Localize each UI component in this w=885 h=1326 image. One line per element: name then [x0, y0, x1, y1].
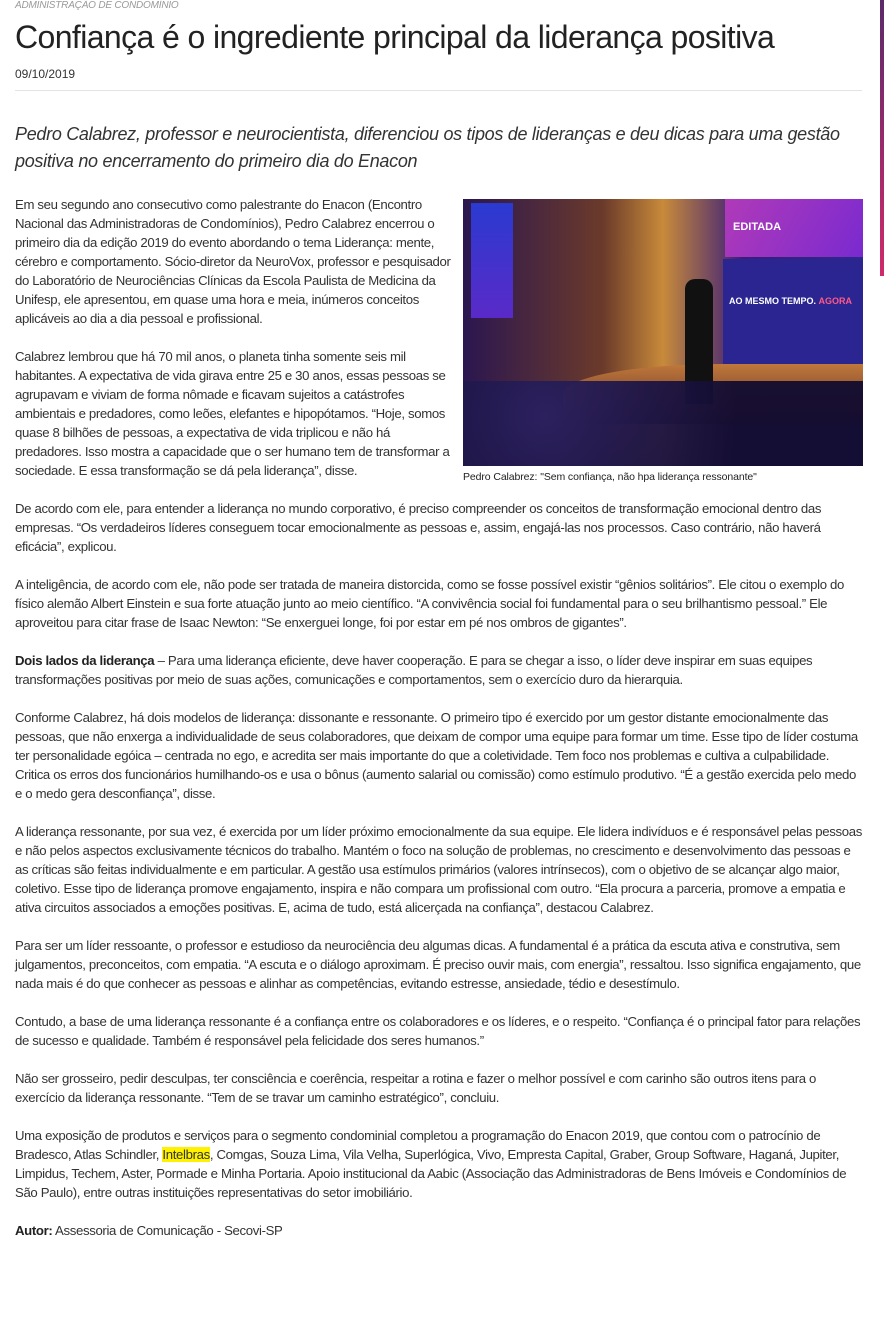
sponsors-text: Uma exposição de produtos e serviços para o segmento condominial completou a programação do Enacon 2019, que contou com o patrocínio de Bradesco, Atlas Schindler, [15, 1128, 821, 1162]
paragraph: Para ser um líder ressoante, o professor e estudioso da neurociência deu algumas dicas. A fundamental é a prática da escuta ativa e construtiva, sem julgamentos, preconceitos, com empatia. “A escuta e o diálogo aproximam. É preciso ouvir mais, com energia”, ressaltou. Isso significa engajamento, que nada mais é do que conhecer as pessoas e alinhar as competências, evitando estresse, ansiedade, tédio e desestímulo. [15, 938, 861, 991]
photo-banner-text-1: AO MESMO TEMPO. [729, 296, 817, 306]
author-name: Assessoria de Comunicação - Secovi-SP [52, 1223, 283, 1238]
paragraph: De acordo com ele, para entender a liderança no mundo corporativo, é preciso compreender os conceitos de transformação emocional dentro das empresas. “Os verdadeiros líderes conseguem tocar emocionalmente as pessoas e, assim, engajá-las nos processos. Caso contrário, não haverá eficácia”, explicou. [15, 501, 822, 554]
paragraph: Conforme Calabrez, há dois modelos de liderança: dissonante e ressonante. O primeiro tipo é exercido por um gestor distante emocionalmente das pessoas, que não enxerga a individualidade de seus colaboradores, que deixam de compor uma equipe para formar um time. Esse tipo de líder costuma ter personalidade egóica – centrada no ego, e acredita ser mais importante do que a coletividade. Tem foco nos problemas e cultiva a culpabilidade. Critica os erros dos funcionários humilhando-os e usa o bônus (aumento salarial ou comissão) como estímulo produtivo. “É a gestão exercida pelo medo e o medo gera desconfiança”, disse. [15, 710, 858, 801]
paragraph: Em seu segundo ano consecutivo como palestrante do Enacon (Encontro Nacional das Administradoras de Condomínios), Pedro Calabrez encerrou o primeiro dia da edição 2019 do evento abordando o tema Liderança: mente, cérebro e comportamento. Sócio-diretor da NeuroVox, professor e pesquisador do Laboratório de Neurociências Clínicas da Escola Paulista de Medicina da Unifesp, ele apresentou, em quase uma hora e meia, inúmeros conceitos aplicáveis ao dia a dia pessoal e profissional. [15, 197, 451, 326]
article-figure [463, 199, 863, 484]
paragraph: A inteligência, de acordo com ele, não pode ser tratada de maneira distorcida, como se fosse possível existir “gênios solitários”. Ele citou o exemplo do físico alemão Albert Einstein e sua forte atuação junto ao meio científico. “A convivência social foi fundamental para o seu brilhantismo pessoal.” Ele aproveitou para citar frase de Isaac Newton: “Se enxerguei longe, foi por estar em pé nos ombros de gigantes”. [15, 577, 845, 630]
author-line [15, 1221, 862, 1240]
paragraph-section [15, 651, 862, 689]
paragraph: Não ser grosseiro, pedir desculpas, ter consciência e coerência, respeitar a rotina e fazer o melhor possível e com carinho são outros itens para o exercício da liderança ressonante. “Tem de se travar um caminho estratégico”, concluiu. [15, 1071, 817, 1105]
photo-side-panel [471, 203, 513, 318]
section-heading: Dois lados da liderança [15, 653, 155, 668]
page-title: Confiança é o ingrediente principal da liderança positiva [15, 19, 775, 55]
photo-screen [725, 199, 863, 257]
article-lead: Pedro Calabrez, professor e neurocientista, diferenciou os tipos de lideranças e deu dicas para uma gestão positiva no encerramento do primeiro dia do Enacon [15, 124, 840, 171]
divider [15, 90, 862, 91]
article-category[interactable]: ADMINISTRAÇÃO DE CONDOMÍNIO [15, 0, 179, 11]
photo-screen-text: EDITADA [733, 221, 782, 233]
photo-banner-text-2: AGORA [818, 296, 853, 306]
photo-audience [463, 381, 863, 466]
article-date: 09/10/2019 [15, 67, 76, 81]
author-label: Autor: [15, 1223, 53, 1238]
article [15, 0, 862, 1259]
highlighted-sponsor: Intelbras [162, 1147, 210, 1162]
paragraph: Calabrez lembrou que há 70 mil anos, o planeta tinha somente seis mil habitantes. A expectativa de vida girava entre 25 e 30 anos, essas pessoas se agrupavam e viviam de forma nômade e ficavam sujeitos a catástrofes ambientais e predadores, como leões, elefantes e hipopótamos. “Hoje, somos quase 8 bilhões de pessoas, a expectativa de vida triplicou e não há predadores. Isso mostra a capacidade que o ser humano tem de transformar a sociedade. E essa transformação se dá pela liderança”, disse. [15, 349, 450, 478]
section-intro: – Para uma liderança eficiente, deve haver cooperação. E para se chegar a isso, o líder deve inspirar em suas equipes transformações positivas por meio de suas ações, comunicações e comportamentos, sem o exercício duro da hierarquia. [15, 653, 813, 687]
sidebar-accent-bar [880, 0, 884, 276]
figure-caption: Pedro Calabrez: "Sem confiança, não hpa liderança ressonante" [463, 471, 757, 483]
speaker-photo [463, 199, 863, 466]
photo-banner-text [729, 296, 852, 306]
paragraph: Contudo, a base de uma liderança ressonante é a confiança entre os colaboradores e os líderes, e o respeito. “Confiança é o principal fator para relações de sucesso e qualidade. Também é responsável pela felicidade dos seres humanos.” [15, 1014, 861, 1048]
sponsors-text-rest: , Comgas, Souza Lima, Vila Velha, Superlógica, Vivo, Empresta Capital, Graber, Group Software, Haganá, Jupiter, Limpidus, Techem, Aster, Pormade e Minha Portaria. Apoio institucional da Aabic (Associação das Administradoras de Bens Imóveis e Condomínios de São Paulo), entre outras instituições representativas do setor imobiliário. [15, 1147, 847, 1200]
paragraph-sponsors [15, 1126, 862, 1202]
paragraph: A liderança ressonante, por sua vez, é exercida por um líder próximo emocionalmente da sua equipe. Ele lidera indivíduos e é responsável pelas pessoas e não pelos aspectos exclusivamente técnicos do trabalho. Mantém o foco na solução de problemas, no crescimento e desenvolvimento das pessoas e as críticas são feitas individualmente e em particular. A gestão usa estímulos primários (valores intrínsecos), com o objetivo de se alcançar algo maior, coletivo. Esse tipo de liderança promove engajamento, inspira e não compara um profissional com outro. “Ela procura a parceria, promove a empatia e ativa circuitos associados a emoções positivas. E, acima de tudo, está alicerçada na confiança”, destacou Calabrez. [15, 824, 862, 915]
